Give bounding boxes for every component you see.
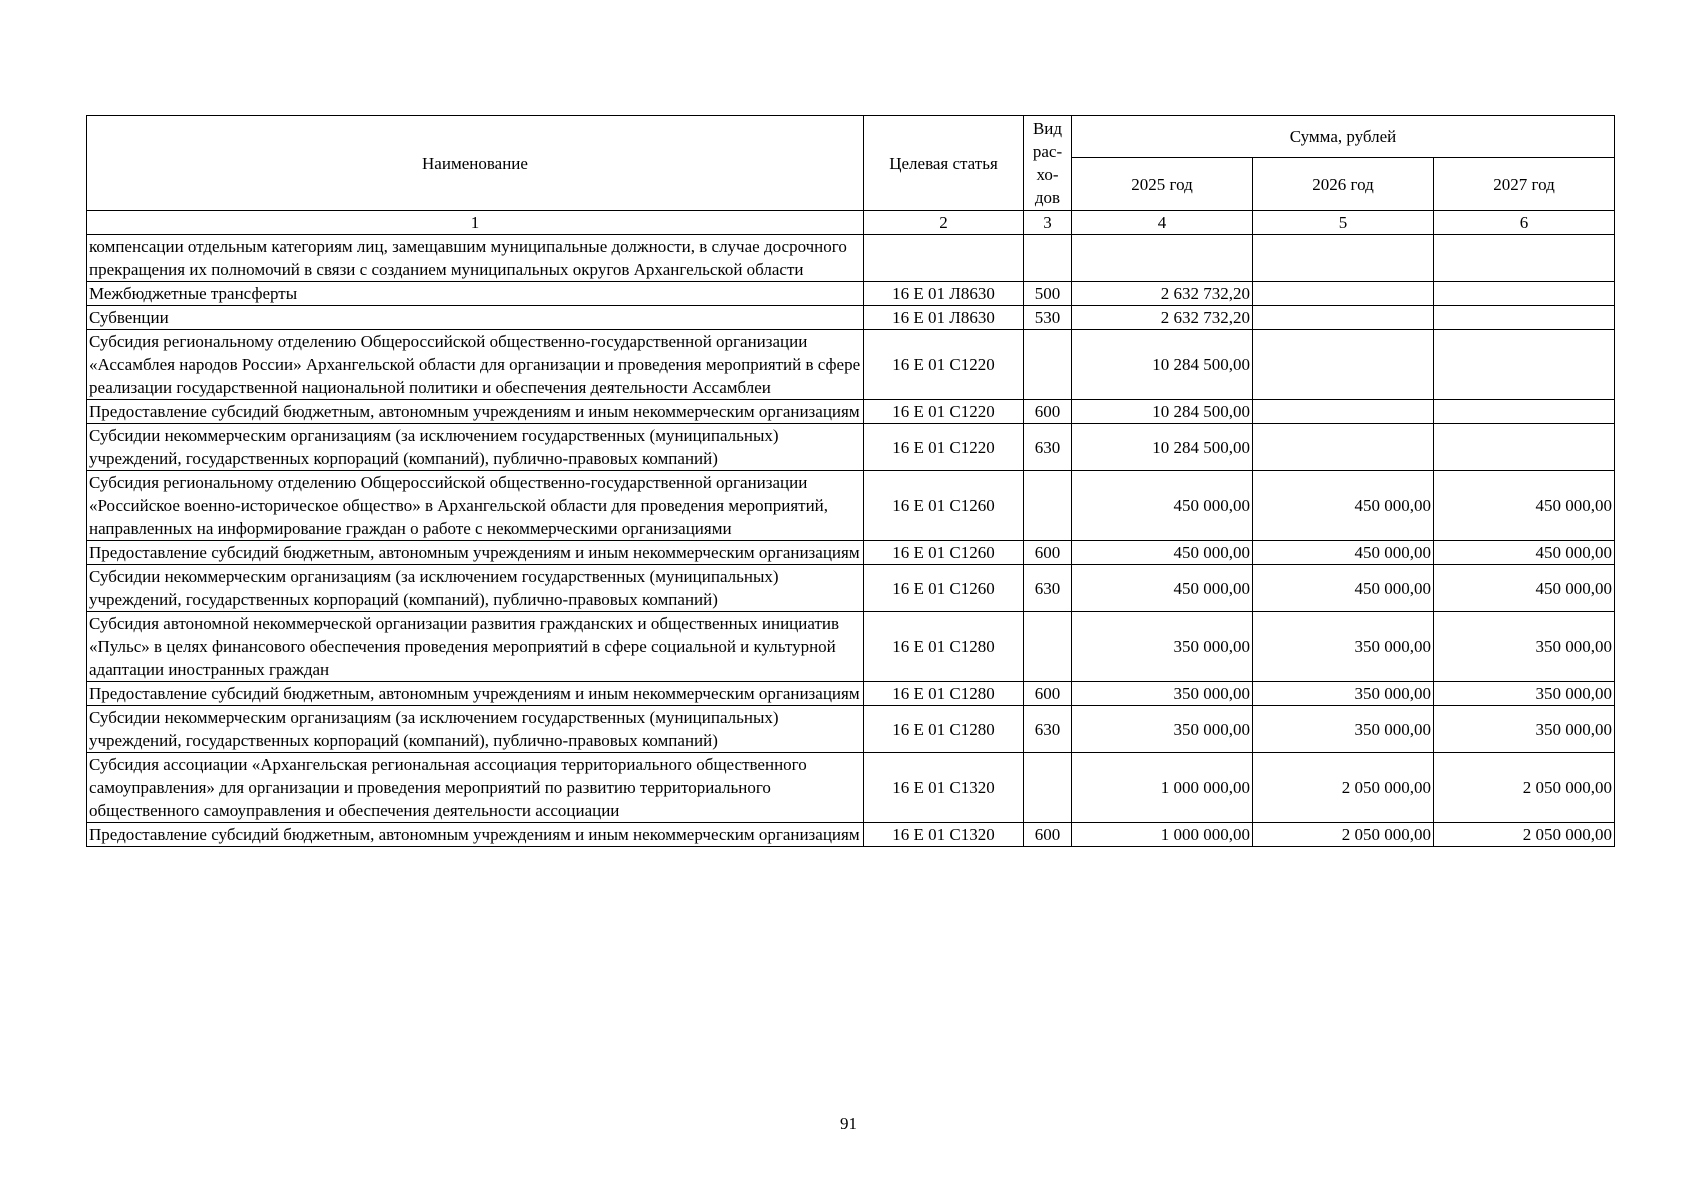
expense-type-cell: 600 <box>1024 541 1072 565</box>
expense-type-cell <box>1024 471 1072 541</box>
budget-table <box>86 115 1615 847</box>
expense-type-cell: 600 <box>1024 823 1072 847</box>
sum-2026-cell <box>1253 235 1434 282</box>
column-number: 6 <box>1434 211 1615 235</box>
target-article-cell: 16 Е 01 С1260 <box>864 565 1024 612</box>
sum-2027-cell: 2 050 000,00 <box>1434 823 1615 847</box>
table-row <box>87 541 1615 565</box>
row-name-cell: Предоставление субсидий бюджетным, автономным учреждениям и иным некоммерческим организациям <box>87 541 864 565</box>
sum-2026-cell <box>1253 424 1434 471</box>
sum-2027-cell: 450 000,00 <box>1434 471 1615 541</box>
sum-2026-cell: 450 000,00 <box>1253 541 1434 565</box>
target-article-cell: 16 Е 01 С1280 <box>864 682 1024 706</box>
row-name-cell: Субсидия региональному отделению Общероссийской общественно-государственной организации «Ассамблея народов России» Архангельской области для организации и проведения мероприятий в сфере реализации государственной национальной политики и обеспечения деятельности Ассамблеи <box>87 330 864 400</box>
target-article-cell <box>864 235 1024 282</box>
row-name-cell: Субсидия ассоциации «Архангельская региональная ассоциация территориального общественного самоуправления» для организации и проведения мероприятий по развитию территориального общественного самоуправления и обеспечения деятельности ассоциации <box>87 753 864 823</box>
sum-2025-cell: 450 000,00 <box>1072 565 1253 612</box>
expense-type-cell <box>1024 753 1072 823</box>
target-article-cell: 16 Е 01 Л8630 <box>864 282 1024 306</box>
target-article-cell: 16 Е 01 Л8630 <box>864 306 1024 330</box>
sum-2026-cell: 350 000,00 <box>1253 682 1434 706</box>
expense-type-cell: 630 <box>1024 706 1072 753</box>
sum-2025-cell: 350 000,00 <box>1072 706 1253 753</box>
expense-type-cell <box>1024 330 1072 400</box>
column-number: 4 <box>1072 211 1253 235</box>
sum-2027-cell: 350 000,00 <box>1434 682 1615 706</box>
sum-2026-cell <box>1253 306 1434 330</box>
target-article-cell: 16 Е 01 С1320 <box>864 823 1024 847</box>
row-name-cell: Субсидии некоммерческим организациям (за исключением государственных (муниципальных) учреждений, государственных корпораций (компаний), публично-правовых компаний) <box>87 706 864 753</box>
table-row <box>87 235 1615 282</box>
target-article-cell: 16 Е 01 С1260 <box>864 541 1024 565</box>
sum-2025-cell: 1 000 000,00 <box>1072 753 1253 823</box>
row-name-cell: компенсации отдельным категориям лиц, замещавшим муниципальные должности, в случае досрочного прекращения их полномочий в связи с созданием муниципальных округов Архангельской области <box>87 235 864 282</box>
sum-2026-cell <box>1253 282 1434 306</box>
row-name-cell: Субсидия автономной некоммерческой организации развития гражданских и общественных инициатив «Пульс» в целях финансового обеспечения проведения мероприятий в сфере социальной и культурной адаптации иностранных граждан <box>87 612 864 682</box>
sum-2026-cell: 450 000,00 <box>1253 471 1434 541</box>
target-article-cell: 16 Е 01 С1220 <box>864 424 1024 471</box>
header-year-2027: 2027 год <box>1434 158 1615 211</box>
row-name-cell: Субвенции <box>87 306 864 330</box>
sum-2025-cell: 1 000 000,00 <box>1072 823 1253 847</box>
sum-2025-cell <box>1072 235 1253 282</box>
target-article-cell: 16 Е 01 С1220 <box>864 400 1024 424</box>
sum-2026-cell: 2 050 000,00 <box>1253 823 1434 847</box>
target-article-cell: 16 Е 01 С1260 <box>864 471 1024 541</box>
sum-2026-cell <box>1253 400 1434 424</box>
sum-2027-cell: 350 000,00 <box>1434 706 1615 753</box>
table-row <box>87 823 1615 847</box>
table-body <box>87 235 1615 847</box>
header-kind-line: рас- <box>1032 142 1063 161</box>
sum-2027-cell: 350 000,00 <box>1434 612 1615 682</box>
header-code: Целевая статья <box>864 116 1024 211</box>
table-row <box>87 612 1615 682</box>
sum-2026-cell: 2 050 000,00 <box>1253 753 1434 823</box>
header-kind-line: дов <box>1034 188 1061 207</box>
header-year-2026: 2026 год <box>1253 158 1434 211</box>
table-row <box>87 306 1615 330</box>
column-numbers-row <box>87 211 1615 235</box>
table-row <box>87 471 1615 541</box>
expense-type-cell: 600 <box>1024 400 1072 424</box>
header-kind <box>1024 116 1072 211</box>
header-kind-line: хо- <box>1036 165 1059 184</box>
header-sum-group: Сумма, рублей <box>1072 116 1615 158</box>
expense-type-cell: 600 <box>1024 682 1072 706</box>
page-number: 91 <box>840 1114 857 1133</box>
sum-2025-cell: 2 632 732,20 <box>1072 282 1253 306</box>
header-year-2025: 2025 год <box>1072 158 1253 211</box>
row-name-cell: Субсидия региональному отделению Общероссийской общественно-государственной организации «Российское военно-историческое общество» в Архангельской области для проведения мероприятий, направленных на информирование граждан о работе с некоммерческими организациями <box>87 471 864 541</box>
column-number: 1 <box>87 211 864 235</box>
sum-2027-cell <box>1434 400 1615 424</box>
expense-type-cell <box>1024 612 1072 682</box>
sum-2026-cell: 450 000,00 <box>1253 565 1434 612</box>
sum-2026-cell: 350 000,00 <box>1253 706 1434 753</box>
sum-2027-cell <box>1434 424 1615 471</box>
expense-type-cell: 630 <box>1024 565 1072 612</box>
target-article-cell: 16 Е 01 С1280 <box>864 612 1024 682</box>
table-row <box>87 565 1615 612</box>
sum-2027-cell <box>1434 306 1615 330</box>
table-row <box>87 282 1615 306</box>
sum-2025-cell: 350 000,00 <box>1072 682 1253 706</box>
target-article-cell: 16 Е 01 С1280 <box>864 706 1024 753</box>
expense-type-cell: 630 <box>1024 424 1072 471</box>
target-article-cell: 16 Е 01 С1220 <box>864 330 1024 400</box>
sum-2026-cell <box>1253 330 1434 400</box>
sum-2025-cell: 10 284 500,00 <box>1072 330 1253 400</box>
sum-2025-cell: 10 284 500,00 <box>1072 400 1253 424</box>
table-row <box>87 424 1615 471</box>
column-number: 2 <box>864 211 1024 235</box>
row-name-cell: Предоставление субсидий бюджетным, автономным учреждениям и иным некоммерческим организациям <box>87 682 864 706</box>
header-name: Наименование <box>87 116 864 211</box>
row-name-cell: Межбюджетные трансферты <box>87 282 864 306</box>
table-row <box>87 330 1615 400</box>
header-kind-line: Вид <box>1032 119 1063 138</box>
expense-type-cell: 530 <box>1024 306 1072 330</box>
table-row <box>87 400 1615 424</box>
expense-type-cell: 500 <box>1024 282 1072 306</box>
sum-2027-cell: 450 000,00 <box>1434 541 1615 565</box>
sum-2025-cell: 350 000,00 <box>1072 612 1253 682</box>
sum-2027-cell: 2 050 000,00 <box>1434 753 1615 823</box>
expense-type-cell <box>1024 235 1072 282</box>
table-row <box>87 706 1615 753</box>
sum-2025-cell: 2 632 732,20 <box>1072 306 1253 330</box>
sum-2025-cell: 450 000,00 <box>1072 541 1253 565</box>
sum-2027-cell <box>1434 330 1615 400</box>
sum-2025-cell: 450 000,00 <box>1072 471 1253 541</box>
sum-2025-cell: 10 284 500,00 <box>1072 424 1253 471</box>
column-number: 5 <box>1253 211 1434 235</box>
sum-2027-cell <box>1434 282 1615 306</box>
target-article-cell: 16 Е 01 С1320 <box>864 753 1024 823</box>
sum-2027-cell <box>1434 235 1615 282</box>
row-name-cell: Субсидии некоммерческим организациям (за исключением государственных (муниципальных) учреждений, государственных корпораций (компаний), публично-правовых компаний) <box>87 424 864 471</box>
row-name-cell: Субсидии некоммерческим организациям (за исключением государственных (муниципальных) учреждений, государственных корпораций (компаний), публично-правовых компаний) <box>87 565 864 612</box>
row-name-cell: Предоставление субсидий бюджетным, автономным учреждениям и иным некоммерческим организациям <box>87 823 864 847</box>
sum-2026-cell: 350 000,00 <box>1253 612 1434 682</box>
column-number: 3 <box>1024 211 1072 235</box>
table-header <box>87 116 1615 235</box>
table-row <box>87 682 1615 706</box>
table-row <box>87 753 1615 823</box>
sum-2027-cell: 450 000,00 <box>1434 565 1615 612</box>
row-name-cell: Предоставление субсидий бюджетным, автономным учреждениям и иным некоммерческим организациям <box>87 400 864 424</box>
